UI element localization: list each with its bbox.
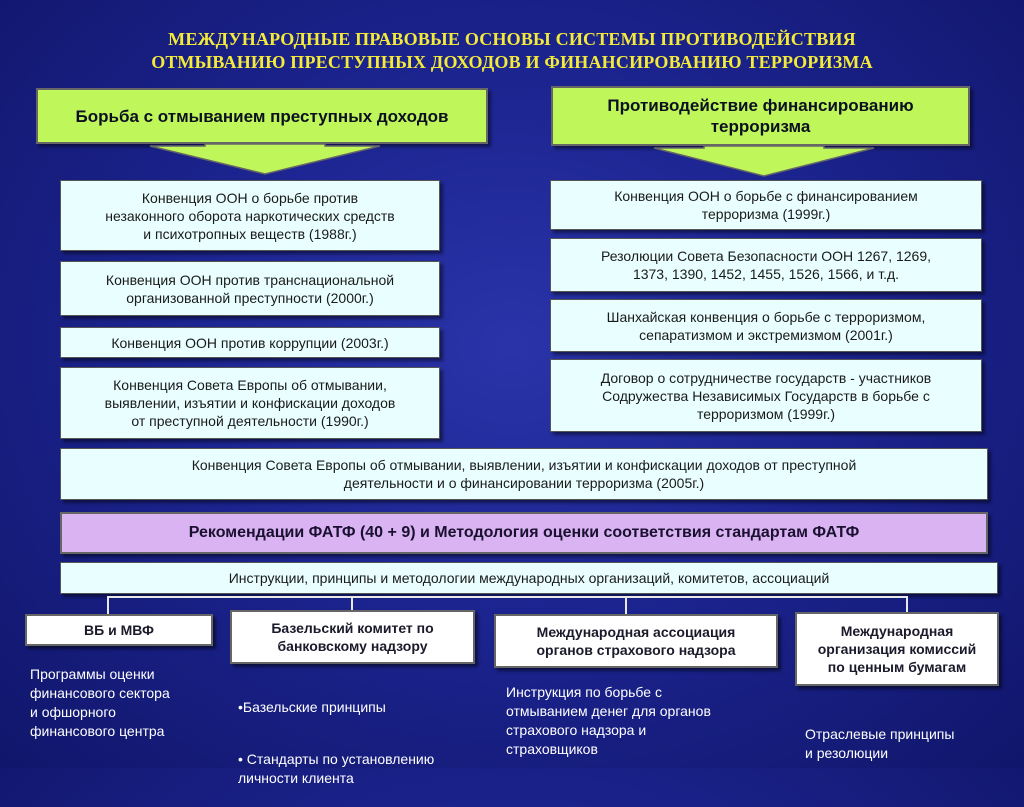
convention-un-corruption-2003: Конвенция ООН против коррупции (2003г.) [60,327,440,358]
convention-coe-1990: Конвенция Совета Европы об отмывании, выявлении, изъятии и конфискации доходов от преступной деятельности (1990г.) [60,367,440,439]
shanghai-convention-2001: Шанхайская конвенция о борьбе с терроризмом, сепаратизмом и экстремизмом (2001г.) [550,299,982,352]
cis-treaty-1999: Договор о сотрудничестве государств - участников Содружества Независимых Государств в борьбе с терроризмом (1999г.) [550,359,982,432]
org-basel-committee: Базельский комитет по банковскому надзору [230,610,475,664]
heading-money-laundering: Борьба с отмыванием преступных доходов [36,88,488,144]
note-iosco: Отраслевые принципы и резолюции [805,726,955,761]
connector-drop-3 [625,596,627,614]
convention-coe-2005: Конвенция Совета Европы об отмывании, выявлении, изъятии и конфискации доходов от преступной деятельности и о финансировании терроризма (2005г.) [60,448,988,500]
convention-un-terrorism-financing-1999: Конвенция ООН о борьбе с финансированием терроризма (1999г.) [550,180,982,230]
connector-drop-4 [906,596,908,612]
note-iais: Инструкция по борьбе с отмыванием денег для органов страхового надзора и страховщиков [506,684,711,757]
international-instructions: Инструкции, принципы и методологии международных организаций, комитетов, ассоциаций [60,562,998,594]
un-security-council-resolutions: Резолюции Совета Безопасности ООН 1267, 1269, 1373, 1390, 1452, 1455, 1526, 1566, и т.д. [550,238,982,292]
down-arrow-left [150,144,380,176]
connector-line [107,596,908,598]
page-title [80,28,944,74]
note-basel-item-1: •Базельские принципы [238,699,386,715]
title-line-1: МЕЖДУНАРОДНЫЕ ПРАВОВЫЕ ОСНОВЫ СИСТЕМЫ ПРОТИВОДЕЙСТВИЯ [168,29,856,49]
connector-drop-2 [351,596,353,610]
org-iosco: Международная организация комиссий по ценным бумагам [795,612,999,686]
title-line-2: ОТМЫВАНИЮ ПРЕСТУПНЫХ ДОХОДОВ И ФИНАНСИРОВАНИЮ ТЕРРОРИЗМА [151,52,873,72]
down-arrow-right [654,146,874,178]
note-wb-imf: Программы оценки финансового сектора и офшорного финансового центра [30,666,170,739]
heading-terrorism-financing: Противодействие финансированию терроризма [551,86,970,146]
note-basel-item-2: • Стандарты по установлению личности клиента [238,751,435,786]
note-basel [238,679,488,807]
convention-un-drugs-1988: Конвенция ООН о борьбе против незаконного оборота наркотических средств и психотропных веществ (1988г.) [60,180,440,251]
org-iais: Международная ассоциация органов страхового надзора [494,614,778,668]
convention-un-organized-crime-2000: Конвенция ООН против транснациональной организованной преступности (2000г.) [60,261,440,316]
connector-drop-1 [107,596,109,614]
fatf-recommendations: Рекомендации ФАТФ (40 + 9) и Методология оценки соответствия стандартам ФАТФ [60,512,988,554]
org-wb-imf: ВБ и МВФ [25,614,213,646]
